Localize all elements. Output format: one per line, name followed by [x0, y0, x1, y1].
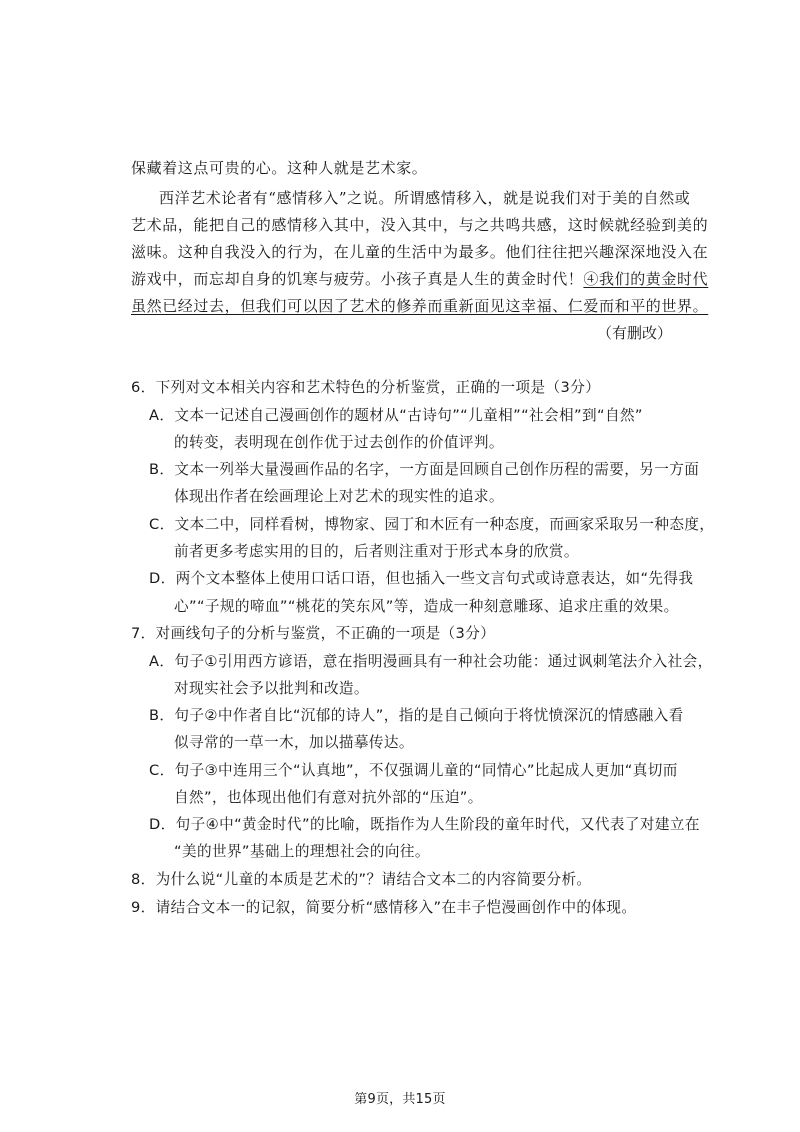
question-7-option-d-cont: “美的世界”基础上的理想社会的向往。	[174, 843, 430, 860]
page-number: 第9页，共15页	[354, 1092, 446, 1107]
passage-line-1: 保藏着这点可贵的心。这种人就是艺术家。	[131, 159, 428, 177]
passage-line-2: 西洋艺术论者有“感情移入”之说。所谓感情移入，就是说我们对于美的自然或	[159, 189, 691, 207]
question-8-stem: 8．为什么说“儿童的本质是艺术的”？请结合文本二的内容简要分析。	[131, 871, 592, 888]
underlined-sentence-4-part-2: 虽然已经过去，但我们可以因了艺术的修养而重新面见这幸福、仁爱而和平的世界。	[131, 297, 709, 315]
question-9-stem: 9．请结合文本一的记叙，简要分析“感情移入”在丰子恺漫画创作中的体现。	[131, 899, 637, 916]
question-7-option-c: C．句子③中连用三个“认真地”，不仅强调儿童的“同情心”比起成人更加“真切而	[149, 762, 678, 779]
question-6-stem: 6．下列对文本相关内容和艺术特色的分析鉴赏，正确的一项是（3分）	[131, 379, 601, 396]
question-6-option-a: A．文本一记述自己漫画创作的题材从“古诗句”“儿童相”“社会相”到“自然”	[149, 407, 643, 424]
passage-text: 游戏中，而忘却自身的饥寒与疲劳。小孩子真是人生的黄金时代！	[131, 270, 584, 288]
question-7-option-c-cont: 自然”，也体现出他们有意对抗外部的“压迫”。	[174, 789, 483, 806]
question-6-option-c-cont: 前者更多考虑实用的目的，后者则注重对于形式本身的欣赏。	[174, 543, 579, 560]
question-7-option-b: B．句子②中作者自比“沉郁的诗人”，指的是自己倾向于将忧愤深沉的情感融入看	[149, 707, 684, 724]
source-note: （有删改）	[596, 324, 672, 342]
question-6-option-a-cont: 的转变，表明现在创作优于过去创作的价值评判。	[174, 434, 504, 451]
question-6-option-b-cont: 体现出作者在绘画理论上对艺术的现实性的追求。	[174, 488, 504, 505]
passage-line-4: 滋味。这种自我没入的行为，在儿童的生活中为最多。他们往往把兴趣深深地没入在	[131, 243, 709, 261]
question-6-option-d: D．两个文本整体上使用口话口语，但也插入一些文言句式或诗意表达，如“先得我	[149, 570, 694, 587]
passage-line-5	[131, 269, 708, 289]
passage-line-3: 艺术品，能把自己的感情移入其中，没入其中，与之共鸣共感，这时候就经验到美的	[131, 216, 709, 234]
question-6-option-d-cont: 心”“子规的啼血”“桃花的笑东风”等，造成一种刻意雕琢、追求庄重的效果。	[174, 598, 679, 615]
question-7-option-a-cont: 对现实社会予以批判和改造。	[174, 680, 369, 697]
question-7-stem: 7．对画线句子的分析与鉴赏，不正确的一项是（3分）	[131, 625, 496, 642]
question-7-option-d: D．句子④中“黄金时代”的比喻，既指作为人生阶段的童年时代，又代表了对建立在	[149, 816, 700, 833]
underlined-sentence-4-part-1: ④我们的黄金时代	[583, 270, 709, 288]
question-6-option-c: C．文本二中，同样看树，博物家、园丁和木匠有一种态度，而画家采取另一种态度，	[149, 516, 715, 533]
question-6-option-b: B．文本一列举大量漫画作品的名字，一方面是回顾自己创作历程的需要，另一方面	[149, 461, 700, 478]
question-7-option-a: A．句子①引用西方谚语，意在指明漫画具有一种社会功能：通过讽刺笔法介入社会，	[149, 653, 713, 670]
question-7-option-b-cont: 似寻常的一草一木，加以描摹传达。	[174, 734, 414, 751]
